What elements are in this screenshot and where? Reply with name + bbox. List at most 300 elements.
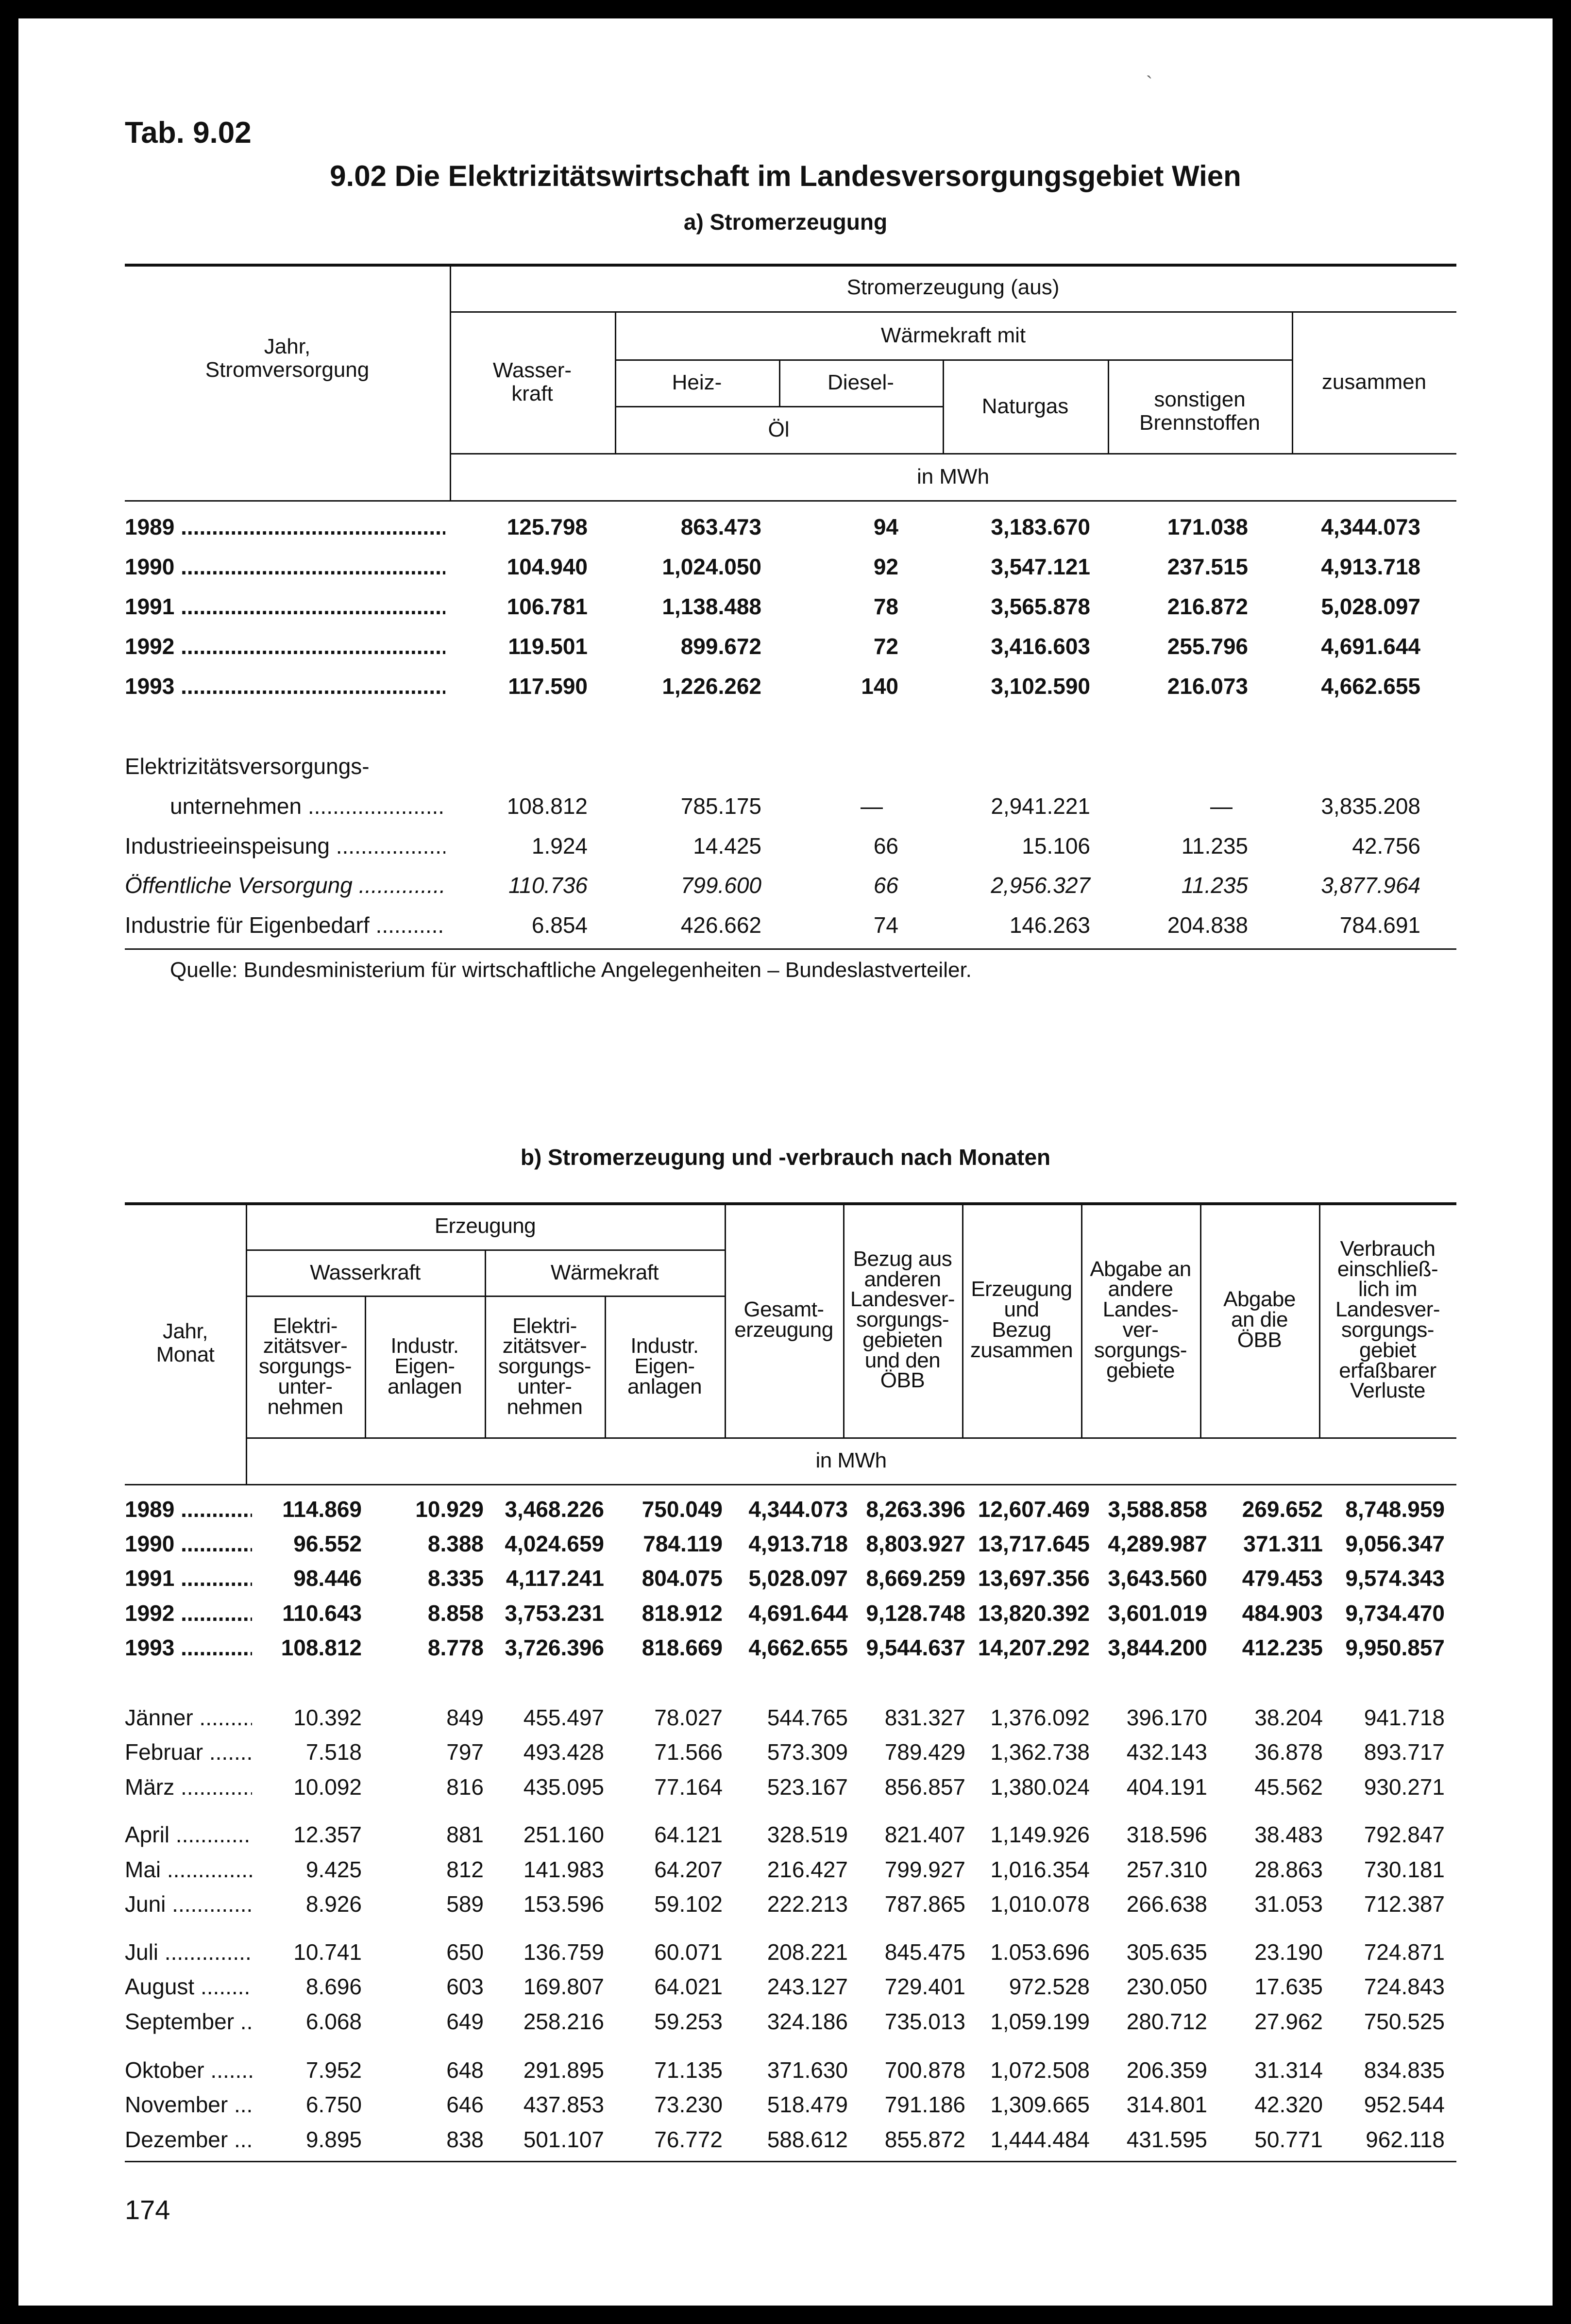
row-label: 1989 ..... [125, 1496, 252, 1522]
table-cell: 9,734.470 [1345, 1600, 1445, 1626]
table-cell: 750.525 [1364, 2009, 1445, 2034]
table-cell: 9,128.748 [866, 1600, 965, 1626]
table-cell: 838 [446, 2127, 484, 2152]
table-cell: 9.425 [305, 1857, 362, 1882]
table-b-subtitle: b) Stromerzeugung und -verbrauch nach Monaten [520, 1145, 1051, 1170]
table-cell: 804.075 [642, 1566, 723, 1591]
table-cell: 9,950.857 [1345, 1635, 1445, 1660]
table-cell: 38.483 [1254, 1822, 1323, 1847]
table-cell: 784.119 [643, 1531, 723, 1556]
table-cell: 230.050 [1126, 1974, 1207, 1999]
table-cell: 6.068 [305, 2009, 362, 2034]
row-label: Mai ..... [125, 1856, 252, 1883]
table-cell: 73.230 [654, 2092, 723, 2117]
table-cell: 816 [446, 1774, 484, 1800]
table-b-month-row [18, 1704, 1553, 1734]
scan-mark: ` [1146, 73, 1153, 94]
table-b-year-row [18, 1496, 1553, 1525]
table-cell: 724.871 [1364, 1939, 1445, 1965]
table-cell: 3,726.396 [505, 1635, 604, 1660]
table-cell: 14,207.292 [978, 1635, 1090, 1660]
table-cell: 1.053.696 [990, 1939, 1090, 1965]
table-cell: 4,024.659 [505, 1531, 604, 1556]
table-cell: 646 [446, 2092, 484, 2117]
row-label: April ..... [125, 1821, 252, 1848]
table-cell: 92 [873, 554, 898, 579]
row-label: Jänner ..... [125, 1704, 252, 1731]
table-a-year-row [18, 514, 1553, 543]
table-cell: 821.407 [884, 1822, 965, 1847]
header-b-industr-wasser: Industr. Eigen- anlagen [387, 1334, 462, 1398]
table-cell: 169.807 [523, 1974, 604, 1999]
table-cell: 437.853 [523, 2092, 604, 2117]
table-cell: 251.160 [523, 1822, 604, 1847]
header-erzeugung: Erzeugung [434, 1213, 536, 1238]
table-cell: 493.428 [523, 1739, 604, 1765]
table-a-detail-row [18, 912, 1553, 941]
header-b-waermekraft: Wärmekraft [550, 1260, 659, 1284]
table-cell: 110.643 [282, 1600, 362, 1626]
header-stromerzeugung: Stromerzeugung (aus) [846, 275, 1060, 300]
table-cell: 96.552 [293, 1531, 362, 1556]
table-cell: 4,662.655 [748, 1635, 848, 1660]
table-cell: 314.801 [1126, 2092, 1207, 2117]
page [18, 18, 1553, 2306]
table-b-month-row [18, 2126, 1553, 2156]
table-cell: 1,024.050 [662, 554, 761, 579]
table-cell: 863.473 [680, 514, 761, 539]
row-label: 1991 ..... [125, 593, 445, 620]
header-b-verbrauch: Verbrauch einschließ- lich im Landesver- sorgungs- gebiet erfaßbarer Verluste [1335, 1236, 1440, 1403]
table-cell: 12,607.469 [978, 1497, 1090, 1522]
table-b-year-row [18, 1565, 1553, 1594]
table-cell: 4,344.073 [748, 1497, 848, 1522]
table-cell: 78 [873, 594, 898, 619]
table-cell: 328.519 [767, 1822, 848, 1847]
table-number: Tab. 9.02 [125, 116, 252, 150]
table-cell: 66 [873, 833, 898, 859]
table-cell: 114.869 [282, 1497, 362, 1522]
table-a-year-row [18, 633, 1553, 662]
table-cell: 204.838 [1167, 912, 1248, 938]
table-cell: 6.750 [305, 2092, 362, 2117]
table-cell: 952.544 [1364, 2092, 1445, 2117]
table-cell: 799.600 [680, 873, 761, 898]
table-b-month-row [18, 1891, 1553, 1920]
table-cell: 412.235 [1242, 1635, 1323, 1660]
table-cell: 257.310 [1126, 1857, 1207, 1882]
table-cell: 243.127 [767, 1974, 848, 1999]
table-a-detail-row [18, 793, 1553, 822]
row-label: 1989 ..... [125, 514, 445, 540]
table-cell: 9.895 [305, 2127, 362, 2152]
table-cell: 171.038 [1167, 514, 1248, 539]
table-b-month-row [18, 1856, 1553, 1886]
table-cell: 141.983 [523, 1857, 604, 1882]
table-cell: 1,376.092 [990, 1705, 1090, 1730]
row-label: Öffentliche Versorgung ..... [125, 872, 445, 898]
table-cell: 3,468.226 [505, 1497, 604, 1522]
table-cell: 435.095 [523, 1774, 604, 1800]
table-cell: 60.071 [654, 1939, 723, 1965]
table-cell: 650 [446, 1939, 484, 1965]
table-a-subtitle: a) Stromerzeugung [683, 209, 888, 235]
header-diesel: Diesel- [828, 370, 894, 395]
header-row-label: Jahr, Stromversorgung [205, 335, 370, 382]
table-cell: 64.121 [654, 1822, 723, 1847]
table-cell: 3,753.231 [505, 1600, 604, 1626]
table-cell: 791.186 [884, 2092, 965, 2117]
header-sonstigen: sonstigen Brennstoffen [1139, 387, 1260, 435]
row-label: 1990 ..... [125, 554, 445, 580]
table-cell: 10.929 [415, 1497, 484, 1522]
table-cell: 750.049 [642, 1497, 723, 1522]
row-label: Februar ..... [125, 1739, 252, 1765]
table-cell: 2,956.327 [991, 873, 1090, 898]
table-cell: 455.497 [523, 1705, 604, 1730]
table-cell: 266.638 [1126, 1891, 1207, 1917]
row-label: März ..... [125, 1774, 252, 1800]
table-cell: 216.073 [1167, 674, 1248, 699]
header-b-abgabe-oebb: Abgabe an die ÖBB [1223, 1287, 1296, 1352]
header-b-evu-waerme: Elektri- zitätsver- sorgungs- unter- nehmen [498, 1314, 591, 1419]
table-cell: 3,102.590 [991, 674, 1090, 699]
table-cell: 724.843 [1364, 1974, 1445, 1999]
table-cell: 1,072.508 [990, 2057, 1090, 2083]
table-b-month-row [18, 1821, 1553, 1851]
header-b-gesamt: Gesamt- erzeugung [734, 1297, 833, 1342]
table-cell: 146.263 [1009, 912, 1090, 938]
table-cell: 589 [446, 1891, 484, 1917]
table-a-detail-row [18, 833, 1553, 862]
table-cell: 8.335 [427, 1566, 484, 1591]
table-cell: 42.320 [1254, 2092, 1323, 2117]
table-cell: 10.392 [293, 1705, 362, 1730]
table-cell: 108.812 [281, 1635, 362, 1660]
table-cell: 117.590 [508, 674, 588, 699]
table-cell: 1,362.738 [990, 1739, 1090, 1765]
table-cell: 153.596 [523, 1891, 604, 1917]
row-label: September ..... [125, 2008, 252, 2035]
table-cell: 106.781 [507, 594, 588, 619]
header-b-wasserkraft: Wasserkraft [310, 1260, 421, 1284]
table-cell: 523.167 [767, 1774, 848, 1800]
table-cell: 7.518 [305, 1739, 362, 1765]
table-cell: 13,820.392 [978, 1600, 1090, 1626]
row-label: Industrie für Eigenbedarf ..... [125, 912, 445, 938]
header-b-industr-waerme: Industr. Eigen- anlagen [627, 1334, 702, 1398]
table-cell: 15.106 [1022, 833, 1090, 859]
table-cell: 216.872 [1167, 594, 1248, 619]
table-cell: 31.314 [1254, 2057, 1323, 2083]
table-cell: 730.181 [1364, 1857, 1445, 1882]
table-cell: 45.562 [1254, 1774, 1323, 1800]
table-cell: 3,588.858 [1108, 1497, 1207, 1522]
table-cell: 426.662 [680, 912, 761, 938]
table-cell: 216.427 [767, 1857, 848, 1882]
table-cell: 812 [446, 1857, 484, 1882]
table-cell: 14.425 [693, 833, 761, 859]
table-cell: 1.924 [531, 833, 588, 859]
table-cell: 404.191 [1126, 1774, 1207, 1800]
table-a-year-row [18, 593, 1553, 623]
table-cell: 431.595 [1126, 2127, 1207, 2152]
table-a-detail-row [18, 872, 1553, 901]
table-b-month-row [18, 1774, 1553, 1803]
table-cell: 3,844.200 [1108, 1635, 1207, 1660]
row-label: Industrieeinspeisung ..... [125, 833, 445, 859]
table-cell: 78.027 [654, 1705, 723, 1730]
table-cell: 4,691.644 [1321, 634, 1420, 659]
table-cell: 3,183.670 [991, 514, 1090, 539]
header-b-erz-bezug: Erzeugung und Bezug zusammen [970, 1277, 1073, 1362]
table-cell: 23.190 [1254, 1939, 1323, 1965]
table-cell: 735.013 [884, 2009, 965, 2034]
table-cell: 9,544.637 [866, 1635, 965, 1660]
table-cell: 11.235 [1181, 873, 1248, 898]
header-b-unit: in MWh [815, 1448, 887, 1473]
header-b-row-label: Jahr, Monat [156, 1319, 215, 1366]
table-cell: 4,344.073 [1321, 514, 1420, 539]
header-naturgas: Naturgas [981, 394, 1069, 418]
table-cell: 110.736 [508, 873, 588, 898]
table-cell: 136.759 [523, 1939, 604, 1965]
table-cell: 72 [873, 634, 898, 659]
table-a-year-row [18, 554, 1553, 583]
table-cell: 1,226.262 [662, 674, 761, 699]
table-cell: 4,117.241 [506, 1566, 604, 1591]
table-cell: 1,444.484 [990, 2127, 1090, 2152]
table-b-year-row [18, 1531, 1553, 1560]
table-cell: 8.388 [427, 1531, 484, 1556]
table-cell: 59.102 [654, 1891, 723, 1917]
table-cell: 831.327 [884, 1705, 965, 1730]
table-cell: 291.895 [523, 2057, 604, 2083]
table-cell: 1,016.354 [990, 1857, 1090, 1882]
evu-label: Elektrizitätsversorgungs- [125, 754, 370, 779]
table-cell: 588.612 [767, 2127, 848, 2152]
table-cell: 3,877.964 [1321, 873, 1420, 898]
table-cell: 2,941.221 [991, 793, 1090, 819]
table-cell: 930.271 [1364, 1774, 1445, 1800]
table-cell: 140 [861, 674, 898, 699]
table-cell: 64.021 [654, 1974, 723, 1999]
table-cell: 94 [873, 514, 898, 539]
table-cell: 59.253 [654, 2009, 723, 2034]
table-cell: 98.446 [293, 1566, 362, 1591]
table-cell: 3,835.208 [1321, 793, 1420, 819]
table-cell: 12.357 [293, 1822, 362, 1847]
table-cell: 1,309.665 [990, 2092, 1090, 2117]
table-cell: 42.756 [1352, 833, 1420, 859]
table-cell: 893.717 [1364, 1739, 1445, 1765]
table-cell: 119.501 [508, 634, 588, 659]
table-cell: 108.812 [507, 793, 588, 819]
table-cell: 31.053 [1254, 1891, 1323, 1917]
table-cell: 792.847 [1364, 1822, 1445, 1847]
table-cell: 10.092 [293, 1774, 362, 1800]
table-cell: 4,913.718 [748, 1531, 848, 1556]
row-label: 1993 ..... [125, 673, 445, 699]
table-cell: 797 [446, 1739, 484, 1765]
table-cell: 13,697.356 [978, 1566, 1090, 1591]
table-cell: 899.672 [680, 634, 761, 659]
table-cell: 3,547.121 [991, 554, 1090, 579]
source-note: Quelle: Bundesministerium für wirtschaftliche Angelegenheiten – Bundeslastverteiler. [170, 958, 972, 982]
table-cell: 280.712 [1126, 2009, 1207, 2034]
table-cell: 269.652 [1242, 1497, 1323, 1522]
table-cell: 125.798 [507, 514, 588, 539]
table-cell: 8.858 [427, 1600, 484, 1626]
row-label: Dezember ..... [125, 2126, 252, 2153]
table-cell: 38.204 [1254, 1705, 1323, 1730]
table-cell: 962.118 [1366, 2127, 1445, 2152]
row-label: 1991 ..... [125, 1565, 252, 1591]
table-cell: 785.175 [680, 793, 761, 819]
table-cell: 237.515 [1167, 554, 1248, 579]
table-b-year-row [18, 1600, 1553, 1629]
table-cell: 787.865 [884, 1891, 965, 1917]
table-cell: 881 [446, 1822, 484, 1847]
table-cell: 1,138.488 [662, 594, 761, 619]
table-cell: 849 [446, 1705, 484, 1730]
table-cell: 5,028.097 [1321, 594, 1420, 619]
table-cell: 305.635 [1126, 1939, 1207, 1965]
row-label: Oktober ..... [125, 2057, 252, 2083]
table-cell: 7.952 [305, 2057, 362, 2083]
row-label: 1992 ..... [125, 1600, 252, 1626]
table-cell: 8,748.959 [1345, 1497, 1445, 1522]
table-cell: 8,803.927 [866, 1531, 965, 1556]
table-cell: 71.135 [654, 2057, 723, 2083]
table-cell: 66 [873, 873, 898, 898]
table-cell: 318.596 [1126, 1822, 1207, 1847]
table-cell: 3,565.878 [991, 594, 1090, 619]
header-heiz: Heiz- [672, 370, 722, 395]
table-cell: 4,913.718 [1321, 554, 1420, 579]
table-cell: 8,263.396 [866, 1497, 965, 1522]
table-cell: 4,691.644 [748, 1600, 848, 1626]
table-cell: 8.778 [427, 1635, 484, 1660]
table-cell: 36.878 [1254, 1739, 1323, 1765]
table-b-month-row [18, 1973, 1553, 2003]
header-zusammen: zusammen [1321, 370, 1427, 394]
header-wasserkraft: Wasser- kraft [492, 358, 572, 405]
table-b-month-row [18, 2008, 1553, 2038]
table-b-year-row [18, 1634, 1553, 1664]
table-cell: 6.854 [531, 912, 588, 938]
table-cell: 479.453 [1242, 1566, 1323, 1591]
table-cell: 3,601.019 [1108, 1600, 1207, 1626]
table-cell: 1,149.926 [990, 1822, 1090, 1847]
row-label: 1993 ..... [125, 1634, 252, 1661]
table-cell: 8.926 [305, 1891, 362, 1917]
table-cell: 4,662.655 [1321, 674, 1420, 699]
table-b-month-row [18, 2091, 1553, 2121]
table-cell: 77.164 [654, 1774, 723, 1800]
table-a-year-row [18, 673, 1553, 702]
table-cell: 10.741 [293, 1939, 362, 1965]
table-cell: 729.401 [884, 1974, 965, 1999]
header-b-evu-wasser: Elektri- zitätsver- sorgungs- unter- nehmen [258, 1314, 352, 1419]
table-cell: 8.696 [305, 1974, 362, 1999]
table-cell: 789.429 [884, 1739, 965, 1765]
table-cell: 649 [446, 2009, 484, 2034]
table-cell: 258.216 [523, 2009, 604, 2034]
row-label: August ..... [125, 1973, 252, 2000]
header-b-abgabe-andere: Abgabe an andere Landes- ver- sorgungs- gebiete [1090, 1257, 1191, 1382]
table-cell: 818.912 [642, 1600, 723, 1626]
table-cell: 1,059.199 [990, 2009, 1090, 2034]
table-cell: 432.143 [1126, 1739, 1207, 1765]
row-label: 1992 ..... [125, 633, 445, 659]
table-cell: 9,056.347 [1345, 1531, 1445, 1556]
header-waermekraft-mit: Wärmekraft mit [880, 323, 1026, 347]
table-cell: 4,289.987 [1108, 1531, 1207, 1556]
table-cell: 208.221 [767, 1939, 848, 1965]
table-cell: 784.691 [1339, 912, 1420, 938]
table-cell: 8,669.259 [866, 1566, 965, 1591]
table-cell: — [1210, 793, 1233, 819]
table-cell: 17.635 [1254, 1974, 1323, 1999]
table-cell: 206.359 [1126, 2057, 1207, 2083]
table-cell: 818.669 [642, 1635, 723, 1660]
table-cell: 1,010.078 [990, 1891, 1090, 1917]
header-oel: Öl [768, 417, 790, 441]
table-cell: 603 [446, 1974, 484, 1999]
table-cell: 544.765 [767, 1705, 848, 1730]
table-cell: 972.528 [1009, 1974, 1090, 1999]
table-cell: 104.940 [507, 554, 588, 579]
table-cell: 324.186 [767, 2009, 848, 2034]
row-label: unternehmen ..... [170, 793, 445, 819]
table-cell: 9,574.343 [1345, 1566, 1445, 1591]
table-cell: 799.927 [884, 1857, 965, 1882]
page-title: 9.02 Die Elektrizitätswirtschaft im Landesversorgungsgebiet Wien [330, 160, 1241, 192]
table-cell: 573.309 [767, 1739, 848, 1765]
table-cell: 50.771 [1254, 2127, 1323, 2152]
table-cell: 27.962 [1254, 2009, 1323, 2034]
table-cell: 501.107 [523, 2127, 604, 2152]
table-cell: 222.213 [767, 1891, 848, 1917]
table-cell: 3,416.603 [991, 634, 1090, 659]
row-label: Juni ..... [125, 1891, 252, 1917]
table-cell: 941.718 [1364, 1705, 1445, 1730]
table-b-month-row [18, 2057, 1553, 2086]
header-b-bezug: Bezug aus anderen Landesver- sorgungs- gebieten und den ÖBB [850, 1246, 955, 1393]
table-cell: 648 [446, 2057, 484, 2083]
table-cell: 855.872 [884, 2127, 965, 2152]
table-b-month-row [18, 1939, 1553, 1968]
table-cell: 700.878 [884, 2057, 965, 2083]
table-cell: 856.857 [884, 1774, 965, 1800]
table-cell: 255.796 [1167, 634, 1248, 659]
table-cell: 484.903 [1242, 1600, 1323, 1626]
row-label: Juli ..... [125, 1939, 252, 1965]
table-cell: 845.475 [884, 1939, 965, 1965]
header-unit: in MWh [916, 464, 990, 488]
table-b-month-row [18, 1739, 1553, 1768]
table-cell: 74 [873, 912, 898, 938]
row-label: November ..... [125, 2091, 252, 2118]
table-cell: 396.170 [1126, 1705, 1207, 1730]
table-cell: 834.835 [1364, 2057, 1445, 2083]
table-cell: 1,380.024 [990, 1774, 1090, 1800]
table-cell: 76.772 [654, 2127, 723, 2152]
table-cell: 712.387 [1364, 1891, 1445, 1917]
table-cell: 518.479 [767, 2092, 848, 2117]
table-cell: 71.566 [654, 1739, 723, 1765]
